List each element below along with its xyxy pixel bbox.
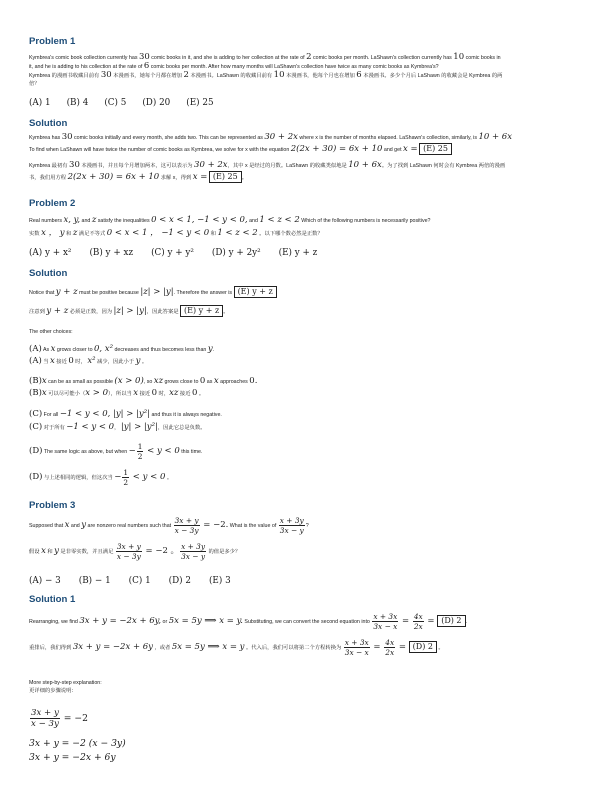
step-3: 3x + y = −2x + 6y	[29, 752, 116, 763]
solution-3-line-en: Rearranging, we find 3x + y = −2x + 6y, or 5x = 5y ⟹ x = y. Substituting, we can convert the second equation into $\frac{x + 3x}{3x - x}$ = $\frac{4x}{2x}$ = (D) 2 .	[29, 612, 467, 631]
choice-a-explanation: (A) As x grows closer to 0, x² decreases and thus becomes less than y. (A) 当 x 接近 0 时， x² 减少，因此小于 y 。	[29, 344, 215, 366]
problem-1-title: Problem 1	[29, 36, 76, 47]
choice-b: (B) − 1	[78, 576, 111, 586]
answer-box: (D) 2	[409, 641, 437, 653]
fraction: $\frac{4x}{2x}$	[385, 638, 395, 657]
problem-2-text: Real numbers x, y, and z satisfy the inequalities 0 < x < 1, −1 < y < 0, and 1 < z < 2 Which of the following numbers is necessarily positive? 实数 x ， y 和 z 满足不等式 0 < x < 1 ， −1 < y < 0 和 1 < z < 2 。以下哪个数必然是正数？	[29, 215, 431, 238]
choice-b-explanation: (B)x can be as small as possible (x > 0), so xz grows close to 0 as x approaches 0. (B)x 可以尽可能小（x > 0），所以当 x 接近 0 时，xz 接近 0 。	[29, 376, 258, 398]
choice-c: (C) 5	[104, 98, 127, 108]
problem-1-section	[29, 36, 585, 47]
fraction: $\frac{1}{2}$	[137, 442, 143, 461]
choice-b: (B) 4	[66, 98, 89, 108]
choice-a: (A) 1	[29, 98, 51, 108]
choice-d: (D) y + 2y²	[211, 248, 261, 258]
solution-3-line-zh: 重排后，我们得到 3x + y = −2x + 6y ，或者 5x = 5y ⟹ x = y 。代入后，我们可以将第二个方程转换为 $\frac{x + 3x}{3x - x}$ = $\frac{4x}{2x}$ = (D) 2 。	[29, 638, 444, 657]
solution-1-text-en: Kymbrea has 30 comic books initially and every month, she adds two. This can be represented as 30 + 2x where x is the number of months elapsed. LaShawn's collection, similarly, is 10 + 6x To find when LaShawn will have twice the number of comic books as Kymbrea, we solve for x with the equation 2(2x + 30) = 6x + 10 and get x = (E) 25	[29, 132, 512, 154]
solution-2-title: Solution	[29, 268, 68, 279]
choice-e: (E) 3	[208, 576, 231, 586]
fraction: $\frac{4x}{2x}$	[413, 612, 423, 631]
fraction: $\frac{1}{2}$	[123, 468, 129, 487]
problem-3-choices	[29, 576, 585, 586]
choice-d-explanation-en: (D) The same logic as above, but when − $\frac{1}{2}$ < y < 0 this time.	[29, 442, 203, 461]
step-2: 3x + y = −2 (x − 3y)	[29, 738, 126, 749]
solution-1-text-zh: Kymbrea 最初有 30 本漫画书，并且每个月增加两本，这可以表示为 30 + 2x，其中 x 是经过的月数。LaShawn 的收藏类似地是 10 + 6x。为了找到 LaShawn 何时会有 Kymbrea 两倍的漫画 书，我们用方程 2(2x + 30) = 6x + 10 求解 x，得到 x = (E) 25 。	[29, 160, 506, 182]
solution-1-title: Solution	[29, 118, 68, 129]
solution-3-title: Solution 1	[29, 594, 76, 605]
choice-a: (A) − 3	[29, 576, 61, 586]
choice-e: (E) y + z	[278, 248, 318, 258]
choice-c: (C) y + y²	[151, 248, 194, 258]
solution-2-line-zh: 注意到 y + z 必须是正数，因为 |z| > |y|，因此答案是 (E) y + z 。	[29, 306, 229, 316]
more-explanation: More step-by-step explanation: 更详细的步骤说明：	[29, 680, 102, 694]
choice-d: (D) 20	[142, 98, 171, 108]
fraction: $\frac{x + 3y}{3x - y}$	[181, 542, 205, 561]
answer-box: (E) 25	[419, 143, 452, 155]
problem-1-choices	[29, 98, 585, 108]
fraction: $\frac{x + 3y}{3x - y}$	[279, 516, 304, 535]
choice-e: (E) 25	[186, 98, 214, 108]
fraction: $\frac{3x + y}{x - 3y}$	[31, 708, 59, 729]
step-1: $\frac{3x + y}{x - 3y}$ = −2	[31, 708, 88, 729]
choice-a: (A) y + x²	[29, 248, 72, 258]
answer-box: (E) 25	[209, 171, 242, 183]
answer-box: (E) y + z	[234, 286, 277, 298]
fraction: $\frac{x + 3x}{3x - x}$	[344, 638, 369, 657]
problem-2-choices	[29, 248, 585, 258]
problem-2-title: Problem 2	[29, 198, 76, 209]
fraction: $\frac{x + 3x}{3x - x}$	[373, 612, 398, 631]
choice-c-explanation: (C) For all −1 < y < 0, |y| > |y²| and thus it is always negative. (C) 对于所有 −1 < y < 0， |y| > |y²|，因此它总是负数。	[29, 409, 222, 432]
solution-2-line-en: Notice that y + z must be positive because |z| > |y|. Therefore the answer is (E) y + z	[29, 286, 585, 298]
choice-c: (C) 1	[128, 576, 151, 586]
problem-3-text-zh: 假设 x 和 y 是非零实数，并且满足 $\frac{3x + y}{x - 3y}$ = −2 。 $\frac{x + 3y}{3x - y}$ 的值是多少？	[29, 542, 241, 561]
fraction: $\frac{3x + y}{x - 3y}$	[174, 516, 199, 535]
problem-1-text-zh: Kymbrea 的漫画书收藏目前有 30 本漫画书，她每个月都在增加 2 本漫画书。LaShawn 的收藏目前有 10 本漫画书，他每个月也在增加 6 本漫画书。多少个月后 LaShawn 的收藏会是 Kymbrea 的两 倍？	[29, 70, 503, 87]
problem-1-text-en: Kymbrea's comic book collection currently has 30 comic books in it, and she is adding to her collection at the rate of 2 comic books per month. LaShawn's collection currently has 10 comic books in it, and he is adding to his collection at the rate of 6 comic books per month. After how many months will LaShawn's collection have twice as many comic books as Kymbrea's?	[29, 52, 501, 71]
answer-box: (E) y + z	[180, 305, 223, 317]
choice-d: (D) 2	[168, 576, 191, 586]
problem-3-title: Problem 3	[29, 500, 76, 511]
choice-d-explanation-zh: (D) 与上述相同的逻辑，但这次当 − $\frac{1}{2}$ < y < 0 。	[29, 468, 173, 487]
answer-box: (D) 2	[437, 615, 465, 627]
choice-b: (B) y + xz	[89, 248, 134, 258]
problem-3-text-en: Supposed that x and y are nonzero real numbers such that $\frac{3x + y}{x - 3y}$ = −2. What is the value of $\frac{x + 3y}{3x - y}$ ?	[29, 516, 309, 535]
other-choices-heading: The other choices:	[29, 329, 73, 335]
fraction: $\frac{3x + y}{x - 3y}$	[116, 542, 141, 561]
